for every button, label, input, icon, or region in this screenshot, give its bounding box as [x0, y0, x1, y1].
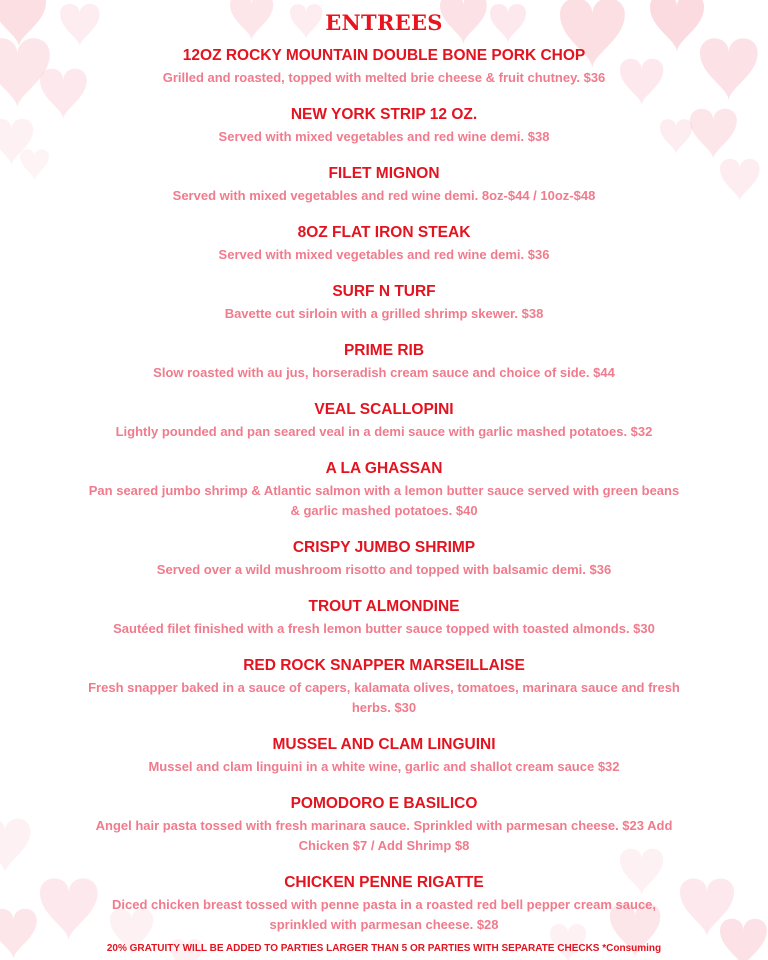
menu-item-description: Mussel and clam linguini in a white wine, garlic and shallot cream sauce $32 — [148, 759, 620, 774]
heart-icon — [0, 38, 50, 108]
menu-item — [84, 341, 684, 383]
menu-item-description: Pan seared jumbo shrimp & Atlantic salmon with a lemon butter sauce served with green beans & garlic mashed potatoes. $40 — [88, 483, 680, 518]
heart-icon — [720, 159, 760, 202]
menu-item-description: Grilled and roasted, topped with melted brie cheese & fruit chutney. $36 — [162, 70, 606, 85]
menu-item — [84, 459, 684, 521]
menu-item-name: FILET MIGNON — [328, 165, 440, 182]
heart-icon — [0, 119, 33, 166]
menu-item — [84, 46, 684, 88]
menu-item-name: NEW YORK STRIP 12 OZ. — [290, 106, 478, 123]
menu-item-description: Lightly pounded and pan seared veal in a demi sauce with garlic mashed potatoes. $32 — [115, 424, 653, 439]
gratuity-notice: 20% GRATUITY WILL BE ADDED TO PARTIES LARGER THAN 5 OR PARTIES WITH SEPARATE CHECKS *Consuming — [106, 943, 662, 954]
menu-item-description: Diced chicken breast tossed with penne pasta in a roasted red bell pepper cream sauce, sprinkled with parmesan cheese. $28 — [111, 897, 657, 932]
menu-item — [84, 656, 684, 718]
menu-item-name: 12OZ ROCKY MOUNTAIN DOUBLE BONE PORK CHOP — [182, 47, 586, 64]
menu-item-name: POMODORO E BASILICO — [290, 795, 478, 812]
heart-icon — [700, 38, 758, 100]
menu-item-description: Bavette cut sirloin with a grilled shrimp skewer. $38 — [224, 306, 544, 321]
menu-item-description: Served with mixed vegetables and red wine demi. 8oz-$44 / 10oz-$48 — [172, 188, 596, 203]
entrees-menu — [84, 0, 684, 935]
menu-item-description: Slow roasted with au jus, horseradish cream sauce and choice of side. $44 — [153, 365, 615, 380]
menu-item-name: RED ROCK SNAPPER MARSEILLAISE — [243, 657, 525, 674]
menu-item — [84, 400, 684, 442]
heart-icon — [20, 149, 49, 180]
menu-item-description: Sautéed filet finished with a fresh lemon butter sauce topped with toasted almonds. $30 — [113, 621, 655, 636]
menu-item — [84, 105, 684, 147]
menu-item-name: A LA GHASSAN — [325, 460, 443, 477]
menu-item — [84, 597, 684, 639]
menu-item — [84, 538, 684, 580]
menu-item-name: VEAL SCALLOPINI — [314, 401, 454, 418]
heart-icon — [680, 879, 734, 938]
page-title: ENTREES — [325, 10, 443, 35]
menu-item-description: Served over a wild mushroom risotto and topped with balsamic demi. $36 — [156, 562, 612, 577]
menu-item — [84, 735, 684, 777]
menu-item — [84, 794, 684, 856]
menu-item-description: Fresh snapper baked in a sauce of capers, kalamata olives, tomatoes, marinara sauce and fresh herbs. $30 — [88, 680, 680, 715]
heart-icon — [40, 69, 87, 120]
heart-icon — [0, 819, 30, 874]
heart-icon — [0, 0, 46, 47]
heart-icon — [690, 109, 737, 160]
menu-item-description: Angel hair pasta tossed with fresh marinara sauce. Sprinkled with parmesan cheese. $23 Add Chicken $7 / Add Shrimp $8 — [95, 818, 673, 853]
menu-item-description: Served with mixed vegetables and red wine demi. $36 — [218, 247, 550, 262]
menu-item — [84, 282, 684, 324]
menu-item — [84, 164, 684, 206]
menu-item-name: MUSSEL AND CLAM LINGUINI — [272, 736, 496, 753]
menu-item-name: PRIME RIB — [343, 342, 425, 359]
menu-item-name: CHICKEN PENNE RIGATTE — [284, 874, 484, 891]
menu-item-name: CRISPY JUMBO SHRIMP — [292, 539, 476, 556]
menu-item — [84, 873, 684, 935]
menu-item-name: TROUT ALMONDINE — [308, 598, 460, 615]
menu-item-name: SURF N TURF — [332, 283, 436, 300]
menu-item — [84, 223, 684, 265]
menu-item-description: Served with mixed vegetables and red wine demi. $38 — [218, 129, 550, 144]
menu-item-name: 8OZ FLAT IRON STEAK — [297, 224, 471, 241]
